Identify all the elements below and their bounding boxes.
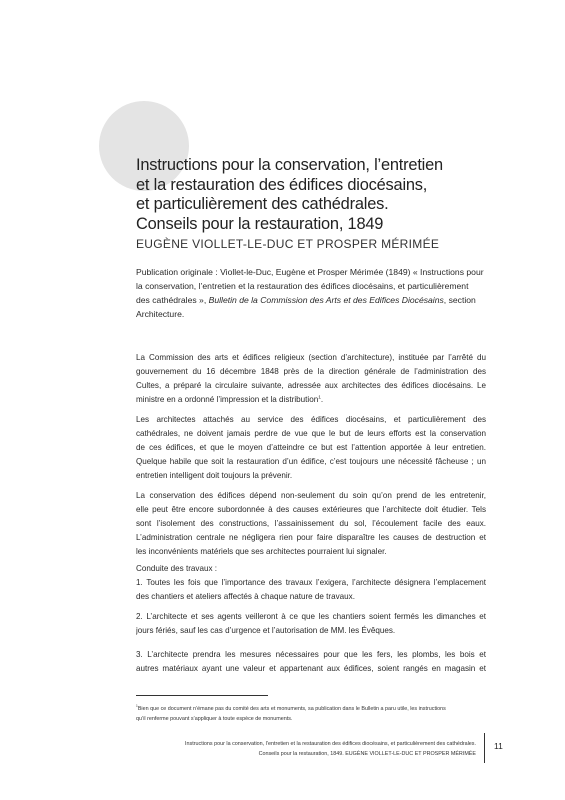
text-line: autres matériaux ayant une valeur et appartenant aux édifices, soient rangés en magasin et [136,664,486,673]
pub-line: Publication originale : Viollet-le-Duc, Eugène et Prosper Mérimée (1849) « Instructions pour [136,267,484,277]
footnote [136,704,486,724]
footnote-ref[interactable]: 1 [318,395,321,401]
section-heading: Conduite des travaux : [136,564,217,573]
journal-title: Bulletin de la Commission des Arts et des Edifices Diocésains [208,295,444,305]
section-conduite [136,562,486,604]
running-header-line: Instructions pour la conservation, l’entretien et la restauration des édifices diocésains, et particulièrement des cathédrales. [185,741,476,747]
text-line: cathédrales, ne doivent jamais perdre de vue que le but de leurs efforts est la conservation [136,429,486,438]
text-line: L’administration centrale ne négligera rien pour faire disparaître les causes de destruction et [136,533,486,542]
text-line: 3. L’architecte prendra les mesures nécessaires pour que les fers, les plombs, les bois et [136,650,486,659]
pub-line: la conservation, l’entretien et la restauration des édifices diocésains, et particulièrement [136,281,469,291]
footnote-text: Bien que ce document n’émane pas du comité des arts et monuments, sa publication dans le Bulletin a paru utile, les instructions [137,706,446,712]
text-line: sont l’isolement des constructions, l’assainissement du sol, l’écoulement facile des eaux. [136,519,486,528]
footnote-divider [136,695,268,696]
text-line: jours fériés, sauf les cas d’urgence et l’autorisation de MM. les Évêques. [136,626,396,635]
text-line: 1. Toutes les fois que l’importance des travaux l’exigera, l’architecte désignera l’emplacement [136,578,486,587]
paragraph-item-2 [136,610,486,638]
text: . [320,395,324,404]
footnote-line: qu’il renferme pouvant s’appliquer à toute espèce de monuments. [136,716,293,722]
pub-text: des cathédrales », [136,295,209,305]
pub-line: Architecture. [136,309,185,319]
running-header-line: Conseils pour la restauration, 1849. EUGÈNE VIOLLET-LE-DUC ET PROSPER MÉRIMÉE [258,751,476,757]
running-header [140,739,476,759]
title-line: Conseils pour la restauration, 1849 [136,214,384,233]
text-line: Cultes, a préparé la circulaire suivante, adressée aux architectes des édifices diocésains. Le [136,381,486,390]
text-line: La conservation des édifices dépend non-seulement du soin qu’on prend de les entretenir, [136,491,486,500]
title-line: et particulièrement des cathédrales. [136,195,389,213]
paragraph-intro [136,351,486,407]
footnote-marker: 1 [136,704,138,709]
text-line: entretien intelligent doit toujours la prévenir. [136,471,293,480]
publication-info [136,265,486,321]
page-number: 11 [494,741,503,751]
title-line: Instructions pour la conservation, l’entretien [136,156,443,174]
text: ministre en a ordonné l’impression et la distribution [136,395,319,404]
text-line: de ces édifices, et que le moyen d’atteindre ce but est l’attention apportée à leur entretien. [136,443,486,452]
pub-line [136,293,486,307]
text-line: La Commission des arts et édifices religieux (section d’architecture), instituée par l’arrêté du [136,353,486,362]
text-line: 2. L’architecte et ses agents veilleront à ce que les chantiers soient fermés les dimanches et [136,612,486,621]
title-line: et la restauration des édifices diocésains, [136,175,428,194]
text-line: Quelque habile que soit la restauration d’un édifice, c’est toujours une nécessité fâcheuse ; un [136,457,486,466]
authors: EUGÈNE VIOLLET-LE-DUC ET PROSPER MÉRIMÉE [136,237,440,251]
paragraph-item-3 [136,648,486,676]
footnote-line [136,704,486,714]
text-line: elle peut être encore subordonnée à des causes extérieures que l’architecte doit étudier. Tels [136,505,486,514]
text-line: gouvernement du 16 décembre 1848 près de la direction générale de l’administration des [136,367,486,376]
text-line [136,393,486,407]
folio-divider [484,733,485,763]
paragraph-3 [136,489,486,559]
text-line: Les architectes attachés au service des édifices diocésains, et particulièrement des [136,415,486,424]
paragraph-2 [136,413,486,483]
article-title [136,156,496,234]
pub-text: , section [443,295,476,305]
text-line: des chantiers et ateliers affectés à chaque nature de travaux. [136,592,355,601]
text-line: les inconvénients matériels que ses architectes pourraient lui signaler. [136,547,387,556]
